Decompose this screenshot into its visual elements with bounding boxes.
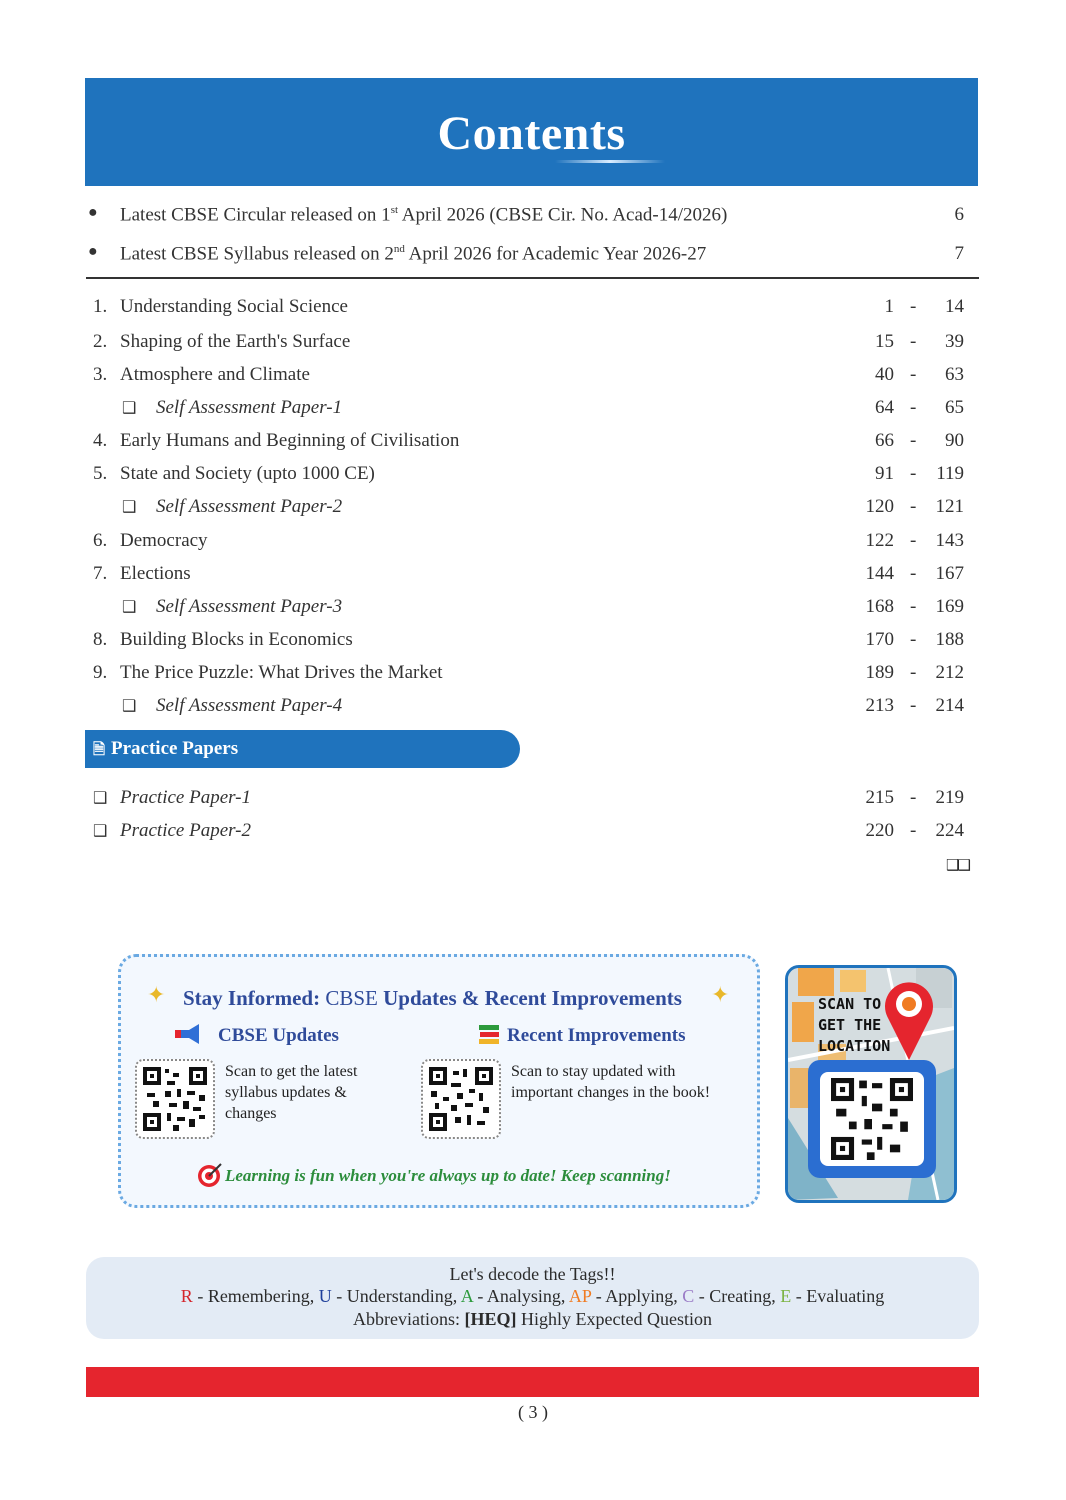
info-heading: Stay Informed: CBSE Updates & Recent Improvements [183, 986, 682, 1010]
qr-code-updates[interactable] [135, 1059, 215, 1139]
toc-row[interactable] [0, 563, 1066, 589]
tags-title: Let's decode the Tags!! [449, 1264, 616, 1284]
checkbox-icon: ❑ [122, 696, 137, 715]
assessment-title: Self Assessment Paper-2 [156, 496, 343, 517]
page-end: 188 [935, 629, 964, 650]
chapter-number: 3. [93, 364, 108, 385]
range-dash: - [910, 530, 917, 551]
page-end: 167 [935, 563, 964, 584]
scan-location-label: SCAN TO GET THE LOCATION [818, 995, 891, 1055]
checkbox-icon: ❑ [122, 597, 137, 616]
target-icon [197, 1162, 223, 1188]
page-end: 39 [945, 331, 964, 352]
page-start: 120 [865, 496, 894, 517]
chapter-title: Shaping of the Earth's Surface [120, 331, 351, 352]
tag-code: U [318, 1286, 332, 1306]
range-dash: - [910, 596, 917, 617]
intro-label: Latest CBSE Syllabus released on 2nd April 2026 for Academic Year 2026-27 [120, 243, 707, 265]
bullet-icon: ● [88, 204, 98, 221]
toc-row[interactable] [0, 364, 1066, 390]
intro-page: 6 [954, 204, 964, 225]
chapter-title: Atmosphere and Climate [120, 364, 310, 385]
location-map-card[interactable] [785, 965, 957, 1203]
range-dash: - [910, 397, 917, 418]
title-underline [555, 160, 665, 163]
practice-papers-banner [85, 730, 520, 768]
range-dash: - [910, 463, 917, 484]
page-end: 65 [945, 397, 964, 418]
contents-header [85, 78, 978, 186]
chapter-title: Democracy [120, 530, 208, 551]
tag-code: A [460, 1286, 473, 1306]
page-start: 66 [875, 430, 894, 451]
chapter-number: 8. [93, 629, 108, 650]
toc-row[interactable] [0, 629, 1066, 655]
page-title: Contents [437, 107, 626, 160]
page-start: 220 [865, 820, 894, 841]
practice-title: Practice Paper-1 [120, 787, 251, 808]
tag-label: Applying [605, 1286, 674, 1306]
chapter-title: Early Humans and Beginning of Civilisation [120, 430, 460, 451]
qr-code-improvements[interactable] [421, 1059, 501, 1139]
page-end: 121 [935, 496, 964, 517]
page-start: 170 [865, 629, 894, 650]
toc-row[interactable] [0, 430, 1066, 456]
tag-label: Creating [709, 1286, 772, 1306]
practice-row[interactable] [0, 787, 1066, 813]
page-number: ( 3 ) [518, 1402, 548, 1422]
tag-code: AP [568, 1286, 592, 1306]
page-end: 90 [945, 430, 964, 451]
page-start: 213 [865, 695, 894, 716]
toc-row-assessment[interactable] [0, 695, 1066, 721]
toc-row[interactable] [0, 296, 1066, 322]
range-dash: - [910, 496, 917, 517]
practice-title: Practice Paper-2 [120, 820, 251, 841]
range-dash: - [910, 296, 917, 317]
range-dash: - [910, 787, 917, 808]
assessment-title: Self Assessment Paper-3 [156, 596, 343, 617]
page-end: 219 [935, 787, 964, 808]
location-pin-icon [884, 978, 934, 1062]
toc-row[interactable] [0, 331, 1066, 357]
checkbox-icon: ❑ [93, 821, 108, 840]
page-end: 119 [936, 463, 964, 484]
qr-code-location[interactable] [820, 1072, 924, 1166]
range-dash: - [910, 820, 917, 841]
tag-code: E [780, 1286, 792, 1306]
chapter-title: Building Blocks in Economics [120, 629, 353, 650]
page-start: 40 [875, 364, 894, 385]
range-dash: - [910, 430, 917, 451]
page-end: 214 [935, 695, 964, 716]
toc-row[interactable] [0, 662, 1066, 688]
updates-info-box [118, 954, 760, 1208]
page-end: 169 [935, 596, 964, 617]
page-end: 63 [945, 364, 964, 385]
recent-improvements-title: Recent Improvements [507, 1025, 686, 1046]
chapter-number: 9. [93, 662, 108, 683]
toc-row-assessment[interactable] [0, 397, 1066, 423]
page-start: 1 [884, 296, 894, 317]
chapter-number: 5. [93, 463, 108, 484]
toc-row-assessment[interactable] [0, 496, 1066, 522]
intro-row[interactable] [0, 243, 1066, 269]
divider [86, 277, 979, 279]
document-icon: 🗎 [93, 742, 106, 758]
checkbox-icon: ❑ [93, 788, 108, 807]
tag-code: C [682, 1286, 695, 1306]
books-icon [477, 1023, 501, 1047]
range-dash: - [910, 364, 917, 385]
tag-label: Remembering [207, 1286, 310, 1306]
page-start: 64 [875, 397, 894, 418]
bullet-icon: ● [88, 243, 98, 260]
sparkle-icon: ✦ [711, 983, 730, 1008]
chapter-number: 2. [93, 331, 108, 352]
abbreviations: Abbreviations: [HEQ] Highly Expected Question [353, 1309, 712, 1329]
toc-row-assessment[interactable] [0, 596, 1066, 622]
page-start: 215 [865, 787, 894, 808]
chapter-title: State and Society (upto 1000 CE) [120, 463, 375, 484]
intro-row[interactable] [0, 204, 1066, 230]
range-dash: - [910, 331, 917, 352]
chapter-number: 4. [93, 430, 108, 451]
page-end: 212 [935, 662, 964, 683]
end-mark: ❑❑ [946, 856, 969, 874]
cbse-updates-title: CBSE Updates [218, 1025, 339, 1046]
tag-code: R [180, 1286, 193, 1306]
page-start: 15 [875, 331, 894, 352]
page-end: 224 [935, 820, 964, 841]
checkbox-icon: ❑ [122, 398, 137, 417]
recent-improvements-desc: Scan to stay updated with important changes in the book! [511, 1063, 711, 1101]
toc-row[interactable] [0, 530, 1066, 556]
footer-bar [86, 1367, 979, 1397]
range-dash: - [910, 695, 917, 716]
chapter-title: Understanding Social Science [120, 296, 348, 317]
page-end: 14 [945, 296, 964, 317]
practice-papers-heading: Practice Papers [111, 738, 239, 759]
cbse-updates-desc: Scan to get the latest syllabus updates & changes [225, 1063, 358, 1122]
tag-label: Evaluating [806, 1286, 885, 1306]
range-dash: - [910, 629, 917, 650]
page-start: 122 [865, 530, 894, 551]
assessment-title: Self Assessment Paper-4 [156, 695, 343, 716]
megaphone-icon [175, 1023, 205, 1045]
info-footer: Learning is fun when you're always up to date! Keep scanning! [225, 1166, 671, 1185]
chapter-title: The Price Puzzle: What Drives the Market [120, 662, 443, 683]
chapter-number: 6. [93, 530, 108, 551]
page-start: 189 [865, 662, 894, 683]
range-dash: - [910, 662, 917, 683]
tag-label: Understanding [346, 1286, 453, 1306]
toc-row[interactable] [0, 463, 1066, 489]
page-start: 168 [865, 596, 894, 617]
sparkle-icon: ✦ [147, 983, 166, 1008]
intro-label: Latest CBSE Circular released on 1st April 2026 (CBSE Cir. No. Acad-14/2026) [120, 204, 728, 226]
checkbox-icon: ❑ [122, 497, 137, 516]
tag-label: Analysing [486, 1286, 561, 1306]
page-start: 144 [865, 563, 894, 584]
tags-list: R - Remembering, U - Understanding, A - Analysing, AP - Applying, C - Creating, E - Evaluating [180, 1286, 885, 1306]
intro-page: 7 [954, 243, 964, 264]
chapter-number: 7. [93, 563, 108, 584]
practice-row[interactable] [0, 820, 1066, 846]
assessment-title: Self Assessment Paper-1 [156, 397, 343, 418]
map-qr-frame [808, 1060, 936, 1178]
range-dash: - [910, 563, 917, 584]
tags-legend [86, 1257, 979, 1339]
chapter-title: Elections [120, 563, 191, 584]
page-start: 91 [875, 463, 894, 484]
page-end: 143 [935, 530, 964, 551]
chapter-number: 1. [93, 296, 108, 317]
